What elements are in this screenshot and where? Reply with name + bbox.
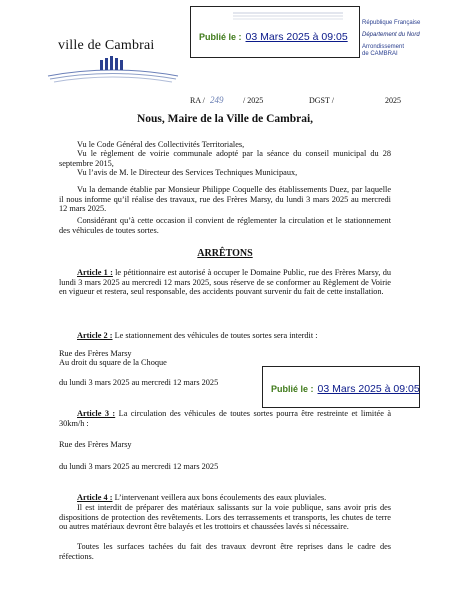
stamp-decoration (233, 10, 343, 22)
stamp-label: Publié le : (199, 32, 242, 42)
article-4-paragraph-3: Toutes les surfaces tachées du fait des travaux devront être reprises dans le cadre des réfections. (59, 542, 391, 561)
header-republique: République Française (362, 20, 421, 26)
arretons-heading: ARRÊTONS (197, 248, 253, 259)
considerant-3: Vu l’avis de M. le Directeur des Services Techniques Municipaux, (77, 168, 298, 177)
considerant-1: Vu le Code Général des Collectivités Territoriales, (77, 140, 245, 149)
article-3-text: La circulation des véhicules de toutes sortes pourra être restreinte et limitée à 30km/h : (59, 409, 392, 428)
article-2-location: Au droit du square de la Choque (59, 358, 167, 367)
city-logo (40, 38, 185, 86)
article-3-street: Rue des Frères Marsy (59, 440, 132, 449)
header-departement: Département du Nord (362, 32, 420, 38)
considerant-4: Vu la demande établie par Monsieur Philippe Coquelle des établissements Duez, par laquelle il nous informe qu’il réalise des travaux, rue des Frères Marsy, du lundi 3 mars 2025 au mercredi 12 mars 2025. (59, 185, 391, 213)
article-2-dates: du lundi 3 mars 2025 au mercredi 12 mars 2025 (59, 378, 219, 387)
stamp-date: 03 Mars 2025 à 09:05 (317, 383, 420, 395)
article-2-label: Article 2 : (77, 331, 113, 340)
article-2-street: Rue des Frères Marsy (59, 349, 132, 358)
article-3-dates: du lundi 3 mars 2025 au mercredi 12 mars 2025 (59, 462, 219, 471)
considerant-5: Considérant qu’à cette occasion il convient de réglementer la circulation et le stationnement des véhicules de toutes sortes. (59, 216, 391, 235)
stamp-date: 03 Mars 2025 à 09:05 (245, 31, 348, 43)
page-title: Nous, Maire de la Ville de Cambrai, (136, 113, 314, 125)
considerant-2: Vu le règlement de voirie communale adopté par la séance du conseil municipal du 28 septembre 2015, (59, 149, 391, 168)
logo-text: ville de Cambrai (58, 38, 155, 53)
ref-year-2: 2025 (385, 96, 401, 105)
article-1-label: Article 1 : (77, 268, 113, 277)
article-4 (59, 493, 391, 503)
article-1 (59, 268, 391, 297)
publication-stamp-top (190, 6, 360, 58)
logo-emblem (40, 56, 185, 86)
article-1-text: le pétitionnaire est autorisé à occuper le Domaine Public, rue des Frères Marsy, du lundi 3 mars 2025 au mercredi 12 mars 2025, sous réserve de se conformer au Règlement de Voirie en vigueur et restera, seul responsable, des accidents pouvant survenir du fait de cette installation. (59, 268, 391, 296)
article-4-text: L’intervenant veillera aux bons écoulements des eaux pluviales. (114, 493, 327, 502)
publication-stamp-middle (262, 366, 420, 408)
stamp-label: Publié le : (271, 384, 314, 394)
article-2-text: Le stationnement des véhicules de toutes sortes sera interdit : (114, 331, 318, 340)
ref-dept: DGST / (309, 96, 334, 105)
article-4-label: Article 4 : (77, 493, 113, 502)
header-arrondissement-name: de CAMBRAI (362, 51, 398, 57)
article-3 (59, 409, 391, 428)
header-arrondissement: Arrondissement (362, 44, 405, 50)
article-2 (59, 331, 391, 341)
ref-prefix: RA / (190, 96, 205, 105)
ref-year: / 2025 (243, 96, 264, 105)
article-3-label: Article 3 : (77, 409, 116, 418)
administrative-header (362, 20, 420, 58)
ref-number: 249 (210, 95, 224, 105)
article-4-paragraph-2: Il est interdit de préparer des matériaux salissants sur la voie publique, sans avoir pris des dispositions de protection des revêtements. Lors des terrassements et transports, les chutes de terre ou autres matériaux devront être balayés et les trottoirs et chaussées lavés si nécessaire. (59, 503, 391, 531)
